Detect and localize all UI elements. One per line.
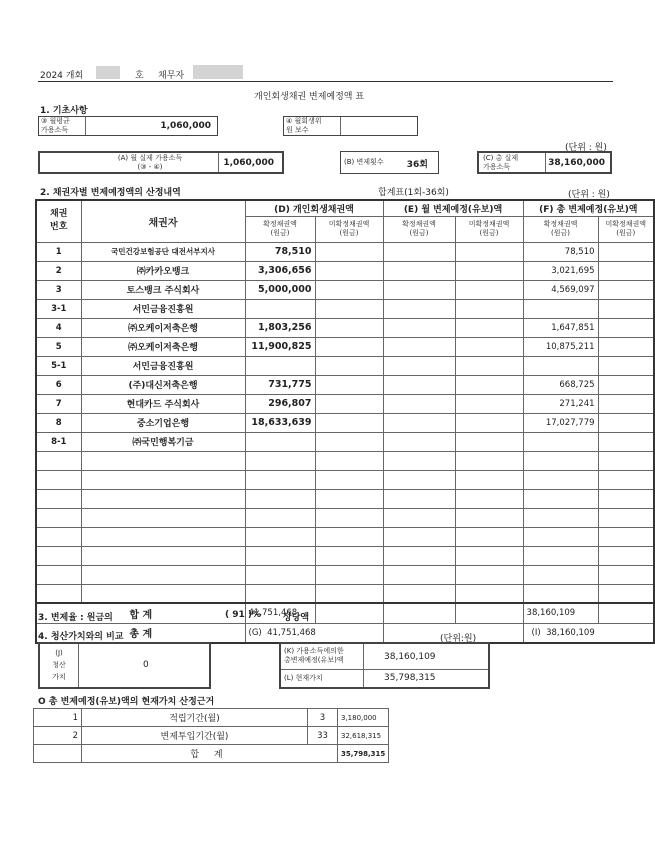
empty-cell (81, 546, 245, 565)
row-f-fixed (523, 356, 598, 375)
empty-cell (81, 451, 245, 470)
row-creditor: 중소기업은행 (81, 413, 245, 432)
empty-cell (383, 508, 455, 527)
page-title: 개인회생채권 변제예정액 표 (254, 92, 365, 102)
header-divider (38, 81, 613, 82)
pv-amount: 32,618,315 (338, 727, 389, 745)
row-e-unfixed (455, 432, 523, 451)
row-f-fixed: 4,569,097 (523, 280, 598, 299)
j-label: (J) 청산 가치 (52, 649, 66, 681)
b-payment-count-box (340, 151, 439, 174)
empty-cell (598, 527, 654, 546)
empty-cell (315, 470, 383, 489)
row-f-unfixed (598, 261, 654, 280)
empty-cell (383, 527, 455, 546)
empty-cell (455, 451, 523, 470)
row-number: 8 (36, 413, 81, 432)
row-f-fixed: 1,647,851 (523, 318, 598, 337)
empty-cell (598, 565, 654, 584)
row-d-fixed: 1,803,256 (245, 318, 315, 337)
b-label: (B) 변제횟수 (344, 158, 384, 166)
empty-cell (383, 470, 455, 489)
row-d-fixed: 11,900,825 (245, 337, 315, 356)
sum-d: 41,751,468 (245, 603, 315, 623)
j-liquidation-box (38, 642, 211, 689)
row-d-unfixed (315, 299, 383, 318)
empty-cell (383, 603, 455, 623)
pv-total-amount: 35,798,315 (338, 745, 389, 763)
row-number: 1 (36, 242, 81, 261)
empty-cell (81, 470, 245, 489)
row-f-unfixed (598, 432, 654, 451)
empty-cell (245, 527, 315, 546)
row-creditor: ㈜카카오뱅크 (81, 261, 245, 280)
empty-cell (315, 546, 383, 565)
table-row (36, 242, 654, 261)
row-number: 3-1 (36, 299, 81, 318)
header-e: (E) 월 변제예정(유보)액 (383, 200, 523, 216)
divider (218, 153, 219, 172)
row-e-unfixed (455, 280, 523, 299)
row-e-fixed (383, 375, 455, 394)
row-creditor: 국민건강보험공단 대전서부지사 (81, 242, 245, 261)
row-e-unfixed (455, 242, 523, 261)
sum-row (36, 603, 654, 623)
l-value: 35,798,315 (384, 673, 436, 683)
empty-cell (245, 451, 315, 470)
empty-cell (523, 508, 598, 527)
empty-cell (81, 508, 245, 527)
k-label: (K) 가용소득에의한 총변제예정(유보)액 (284, 647, 344, 664)
a-monthly-available-box (38, 151, 284, 174)
row-d-fixed (245, 432, 315, 451)
empty-cell (455, 603, 523, 623)
empty-cell (598, 470, 654, 489)
sum-label: 합 계 (36, 603, 245, 623)
pv-total-label: 합 계 (82, 745, 338, 763)
monthly-income-label: ③ 월평균 가용소득 (41, 117, 70, 134)
divider (85, 117, 86, 135)
pv-row (34, 727, 389, 745)
empty-cell (81, 527, 245, 546)
row-e-unfixed (455, 337, 523, 356)
table-row-empty (36, 527, 654, 546)
monthly-income-box (38, 116, 218, 136)
pv-label: 변제투입기간(월) (82, 727, 308, 745)
empty-cell (598, 584, 654, 603)
empty-cell (315, 565, 383, 584)
total-label: 총 계 (36, 623, 245, 643)
row-f-unfixed (598, 413, 654, 432)
empty-cell (523, 584, 598, 603)
row-number: 4 (36, 318, 81, 337)
row-e-fixed (383, 356, 455, 375)
table-row-empty (36, 584, 654, 603)
pv-months: 3 (308, 709, 338, 727)
header-d: (D) 개인회생채권액 (245, 200, 383, 216)
empty-cell (598, 603, 654, 623)
empty-cell (36, 470, 81, 489)
table-row (36, 432, 654, 451)
row-e-fixed (383, 337, 455, 356)
empty-cell (315, 584, 383, 603)
header-f: (F) 총 변제예정(유보)액 (523, 200, 654, 216)
divider (545, 153, 546, 172)
table-row (36, 280, 654, 299)
repayment-rate: ( 91 )% (225, 610, 262, 620)
empty-cell (383, 546, 455, 565)
row-creditor: 서민금융진흥원 (81, 299, 245, 318)
row-d-fixed: 5,000,000 (245, 280, 315, 299)
empty-cell (36, 508, 81, 527)
row-e-fixed (383, 242, 455, 261)
table-row-empty (36, 565, 654, 584)
row-e-fixed (383, 261, 455, 280)
table-row-empty (36, 508, 654, 527)
empty-cell (383, 451, 455, 470)
row-e-fixed (383, 413, 455, 432)
table-row (36, 356, 654, 375)
row-d-fixed: 78,510 (245, 242, 315, 261)
divider (340, 117, 341, 135)
empty-cell (598, 546, 654, 565)
section2-unit: (단위 : 원) (568, 190, 610, 200)
row-d-unfixed (315, 432, 383, 451)
k-value: 38,160,109 (384, 652, 436, 662)
empty-cell (598, 489, 654, 508)
row-number: 5 (36, 337, 81, 356)
row-f-unfixed (598, 394, 654, 413)
section2-heading: 2. 채권자별 변제예정액의 산정내역 (40, 188, 181, 198)
empty-cell (383, 565, 455, 584)
row-number: 5-1 (36, 356, 81, 375)
pv-total-row (34, 745, 389, 763)
row-e-unfixed (455, 413, 523, 432)
table-row (36, 394, 654, 413)
row-creditor: 현대카드 주식회사 (81, 394, 245, 413)
row-e-fixed (383, 432, 455, 451)
row-d-fixed: 18,633,639 (245, 413, 315, 432)
section3-heading: 3. 변제율 : 원금의 (38, 613, 113, 623)
empty-cell (36, 565, 81, 584)
repayment-rate-suffix: 상당액 (283, 613, 310, 623)
row-creditor: ㈜오케이저축은행 (81, 318, 245, 337)
row-number: 8-1 (36, 432, 81, 451)
row-e-unfixed (455, 394, 523, 413)
empty-cell (34, 745, 82, 763)
row-f-unfixed (598, 242, 654, 261)
empty-cell (245, 546, 315, 565)
row-f-unfixed (598, 318, 654, 337)
row-e-unfixed (455, 318, 523, 337)
row-d-fixed: 3,306,656 (245, 261, 315, 280)
row-d-unfixed (315, 413, 383, 432)
empty-cell (315, 451, 383, 470)
empty-cell (523, 565, 598, 584)
c-label: (C) 총 실제 가용소득 (483, 154, 519, 171)
row-d-unfixed (315, 337, 383, 356)
empty-cell (81, 584, 245, 603)
redacted-case-number (96, 66, 120, 79)
section4-unit: (단위:원) (440, 634, 477, 644)
row-f-fixed: 10,875,211 (523, 337, 598, 356)
case-ho-label: 호 (135, 71, 144, 81)
header-e-fixed: 확정채권액 (원금) (383, 216, 455, 242)
empty-cell (36, 584, 81, 603)
empty-cell (523, 489, 598, 508)
empty-cell (36, 451, 81, 470)
sum-f: 38,160,109 (523, 603, 598, 623)
total-i-value: 38,160,109 (546, 627, 595, 638)
row-number: 6 (36, 375, 81, 394)
divider (281, 669, 488, 670)
row-d-unfixed (315, 356, 383, 375)
empty-cell (455, 508, 523, 527)
row-d-unfixed (315, 280, 383, 299)
pv-no: 2 (34, 727, 82, 745)
empty-cell (315, 527, 383, 546)
case-number-prefix: 2024 개회 (40, 71, 84, 81)
k-l-comparison-box (279, 642, 490, 689)
header-e-unfixed: 미확정채권액 (원금) (455, 216, 523, 242)
a-value: 1,060,000 (223, 158, 274, 168)
table-row (36, 318, 654, 337)
a-label: (A) 월 실제 가용소득 (③ - ④) (117, 154, 183, 171)
row-d-unfixed (315, 261, 383, 280)
empty-cell (245, 489, 315, 508)
row-f-fixed: 17,027,779 (523, 413, 598, 432)
empty-cell (36, 527, 81, 546)
row-f-fixed (523, 432, 598, 451)
section1-heading: 1. 기초사항 (40, 106, 88, 116)
row-e-unfixed (455, 299, 523, 318)
living-expense-box (283, 116, 418, 136)
empty-cell (245, 508, 315, 527)
row-d-fixed (245, 356, 315, 375)
header-d-unfixed: 미확정채권액 (원금) (315, 216, 383, 242)
total-g-value: 41,751,468 (267, 627, 316, 638)
row-number: 3 (36, 280, 81, 299)
pv-amount: 3,180,000 (338, 709, 389, 727)
creditor-table (35, 199, 655, 644)
row-d-unfixed (315, 394, 383, 413)
empty-cell (455, 470, 523, 489)
debtor-label: 채무자 (158, 71, 185, 81)
row-f-unfixed (598, 356, 654, 375)
monthly-income-value: 1,060,000 (160, 121, 211, 131)
l-label: (L) 현재가치 (284, 674, 323, 682)
row-f-unfixed (598, 280, 654, 299)
c-total-available-box (477, 151, 612, 174)
row-creditor: ㈜국민행복기금 (81, 432, 245, 451)
row-d-unfixed (315, 242, 383, 261)
empty-cell (455, 584, 523, 603)
row-f-fixed (523, 299, 598, 318)
row-e-unfixed (455, 375, 523, 394)
row-e-fixed (383, 299, 455, 318)
empty-cell (36, 489, 81, 508)
empty-cell (315, 508, 383, 527)
j-value: 0 (143, 660, 149, 670)
empty-cell (523, 451, 598, 470)
empty-cell (315, 489, 383, 508)
total-i (523, 623, 654, 643)
divider (78, 644, 79, 687)
row-e-fixed (383, 394, 455, 413)
row-e-fixed (383, 318, 455, 337)
table-row (36, 337, 654, 356)
row-f-unfixed (598, 299, 654, 318)
c-value: 38,160,000 (548, 158, 605, 168)
table-row-empty (36, 470, 654, 489)
row-e-unfixed (455, 356, 523, 375)
row-number: 2 (36, 261, 81, 280)
empty-cell (383, 584, 455, 603)
empty-cell (455, 527, 523, 546)
redacted-debtor-name (193, 65, 243, 79)
empty-cell (245, 565, 315, 584)
pv-months: 33 (308, 727, 338, 745)
empty-cell (523, 527, 598, 546)
b-value: 36회 (406, 160, 428, 170)
empty-cell (245, 470, 315, 489)
table-row-empty (36, 489, 654, 508)
row-f-fixed: 78,510 (523, 242, 598, 261)
unit-label: (단위 : 원) (565, 143, 607, 153)
table-row (36, 299, 654, 318)
table-row (36, 261, 654, 280)
empty-cell (598, 451, 654, 470)
total-g (245, 623, 383, 643)
empty-cell (245, 584, 315, 603)
divider (363, 644, 364, 687)
row-creditor: ㈜오케이저축은행 (81, 337, 245, 356)
row-d-unfixed (315, 375, 383, 394)
pv-label: 적립기간(월) (82, 709, 308, 727)
empty-cell (598, 508, 654, 527)
row-d-fixed: 731,775 (245, 375, 315, 394)
empty-cell (523, 470, 598, 489)
pv-no: 1 (34, 709, 82, 727)
total-row (36, 623, 654, 643)
section5-heading: O 총 변제예정(유보)액의 현재가치 산정근거 (38, 697, 215, 707)
section4-heading: 4. 청산가치와의 비교 (38, 632, 124, 642)
table-row-empty (36, 546, 654, 565)
empty-cell (455, 489, 523, 508)
header-d-fixed: 확정채권액 (원금) (245, 216, 315, 242)
row-d-fixed: 296,807 (245, 394, 315, 413)
empty-cell (81, 565, 245, 584)
row-creditor: 토스뱅크 주식회사 (81, 280, 245, 299)
table-row-empty (36, 451, 654, 470)
row-d-unfixed (315, 318, 383, 337)
total-i-label: (I) (531, 627, 541, 638)
header-no: 채권 번호 (36, 200, 81, 242)
total-g-label: (G) (248, 627, 262, 638)
empty-cell (523, 546, 598, 565)
empty-cell (383, 489, 455, 508)
row-creditor: 서민금융진흥원 (81, 356, 245, 375)
section2-mid-label: 합계표(1회-36회) (378, 188, 449, 198)
row-e-fixed (383, 280, 455, 299)
row-f-unfixed (598, 375, 654, 394)
empty-cell (455, 546, 523, 565)
row-f-unfixed (598, 337, 654, 356)
row-f-fixed: 3,021,695 (523, 261, 598, 280)
empty-cell (36, 546, 81, 565)
table-row (36, 375, 654, 394)
pv-row (34, 709, 389, 727)
row-f-fixed: 668,725 (523, 375, 598, 394)
empty-cell (455, 565, 523, 584)
header-creditor: 채권자 (81, 200, 245, 242)
empty-cell (81, 489, 245, 508)
empty-cell (315, 603, 383, 623)
header-f-fixed: 확정채권액 (원금) (523, 216, 598, 242)
row-f-fixed: 271,241 (523, 394, 598, 413)
row-e-unfixed (455, 261, 523, 280)
row-creditor: (주)대신저축은행 (81, 375, 245, 394)
table-row (36, 413, 654, 432)
living-expense-label: ④ 월회생위 원 보수 (286, 117, 322, 134)
row-d-fixed (245, 299, 315, 318)
header-f-unfixed: 미확정채권액 (원금) (598, 216, 654, 242)
present-value-table (33, 708, 389, 763)
row-number: 7 (36, 394, 81, 413)
